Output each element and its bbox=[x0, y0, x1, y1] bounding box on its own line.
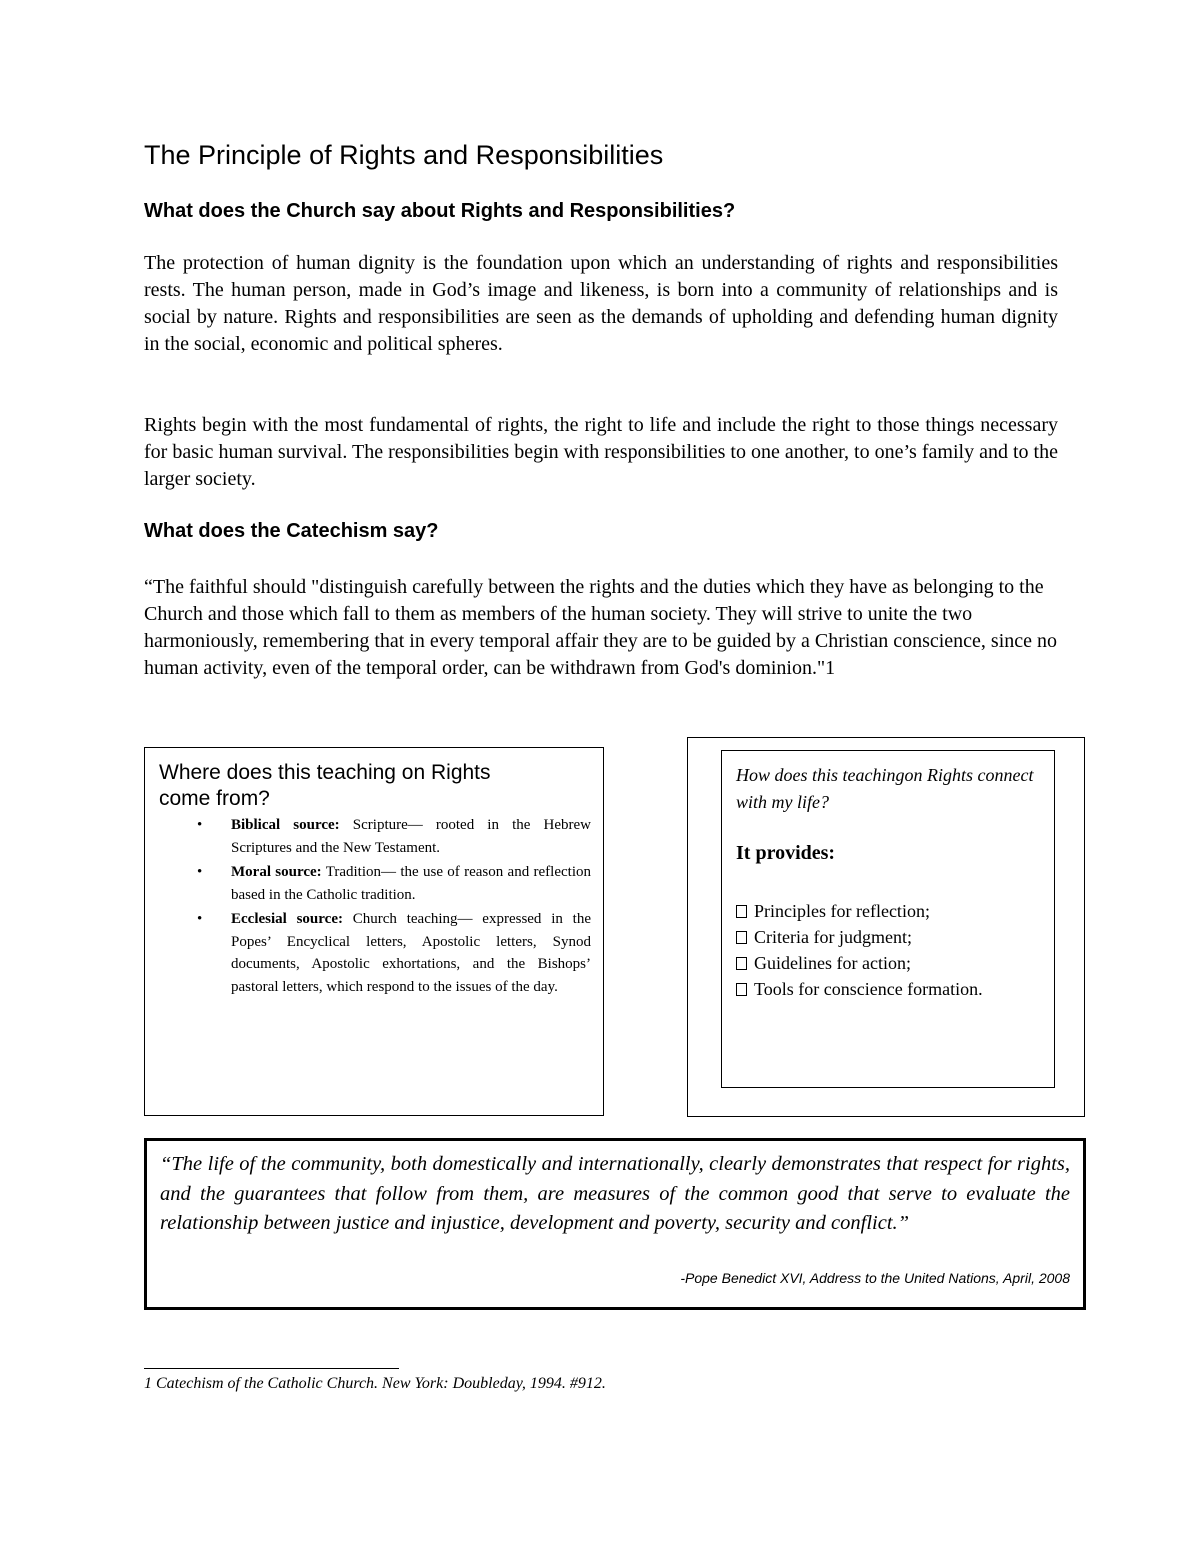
pope-quote-text: “The life of the community, both domestically and internationally, clearly demonstrates that respect for rights, and the guarantees that follow from them, are measures of the common good that serve to evaluate the relationship between justice and injustice, development and poverty, security and conflict.” bbox=[160, 1153, 1070, 1234]
footnote: 1 Catechism of the Catholic Church. New York: Doubleday, 1994. #912. bbox=[144, 1375, 606, 1392]
pope-quote-attribution: -Pope Benedict XVI, Address to the United Nations, April, 2008 bbox=[680, 1270, 1070, 1286]
bullet-icon: • bbox=[197, 911, 203, 927]
paragraph-rights-begin: Rights begin with the most fundamental of rights, the right to life and include the right to those things necessary for basic human survival. The responsibilities begin with responsibilities to one another, to one’s family and to the larger society. bbox=[144, 414, 1058, 490]
list-item bbox=[736, 924, 1046, 950]
list-item-biblical bbox=[185, 814, 591, 859]
bullet-icon: • bbox=[197, 817, 203, 833]
paragraph-human-dignity: The protection of human dignity is the foundation upon which an understanding of rights and responsibilities rests. The human person, made in God’s image and likeness, is born into a community of relationships and is social by nature. Rights and responsibilities are seen as the demands of upholding and defending human dignity in the social, economic and political spheres. bbox=[144, 252, 1058, 355]
source-label: Biblical source: bbox=[231, 817, 340, 833]
checkbox-icon bbox=[736, 957, 747, 970]
provides-list bbox=[736, 898, 1046, 1002]
list-item bbox=[736, 950, 1046, 976]
sources-box bbox=[144, 747, 604, 1116]
checkbox-icon bbox=[736, 983, 747, 996]
provides-label: It provides: bbox=[736, 842, 836, 864]
page-title: The Principle of Rights and Responsibilities bbox=[144, 140, 664, 170]
footnote-divider bbox=[144, 1368, 399, 1369]
source-label: Ecclesial source: bbox=[231, 911, 343, 927]
provides-item-text: Guidelines for action; bbox=[754, 953, 911, 973]
source-text: Tradition— the use of reason and reflection based in the Catholic tradition. bbox=[231, 864, 591, 903]
sources-box-heading: Where does this teaching on Rights come from? bbox=[159, 761, 491, 810]
source-text: Scripture— rooted in the Hebrew Scriptures and the New Testament. bbox=[231, 817, 591, 856]
section-heading-church: What does the Church say about Rights and Responsibilities? bbox=[144, 200, 736, 222]
source-text: Church teaching— expressed in the Popes’ Encyclical letters, Apostolic letters, Synod documents, Apostolic exhortations, and the Bishops’ pastoral letters, which respond to the issues of the day. bbox=[231, 911, 591, 995]
catechism-quote bbox=[144, 574, 1058, 682]
catechism-quote-text: “The faithful should "distinguish carefully between the rights and the duties which they have as belonging to the Church and those which fall to them as members of the human society. They will strive to unite the two harmoniously, remembering that in every temporal affair they are to be guided by a Christian conscience, since no human activity, even of the temporal order, can be withdrawn from God's dominion." bbox=[144, 576, 1058, 679]
list-item-ecclesial bbox=[185, 908, 591, 998]
provides-item-text: Criteria for judgment; bbox=[754, 927, 912, 947]
connection-question: How does this teachingon Rights connect with my life? bbox=[736, 765, 1034, 812]
section-heading-catechism: What does the Catechism say? bbox=[144, 520, 439, 542]
checkbox-icon bbox=[736, 905, 747, 918]
bullet-icon: • bbox=[197, 864, 203, 880]
sources-list bbox=[185, 814, 591, 1000]
list-item bbox=[736, 898, 1046, 924]
checkbox-icon bbox=[736, 931, 747, 944]
provides-item-text: Principles for reflection; bbox=[754, 901, 930, 921]
footnote-reference: 1 bbox=[825, 657, 836, 679]
source-label: Moral source: bbox=[231, 864, 322, 880]
list-item-moral bbox=[185, 861, 591, 906]
provides-item-text: Tools for conscience formation. bbox=[754, 979, 983, 999]
list-item bbox=[736, 976, 1046, 1002]
